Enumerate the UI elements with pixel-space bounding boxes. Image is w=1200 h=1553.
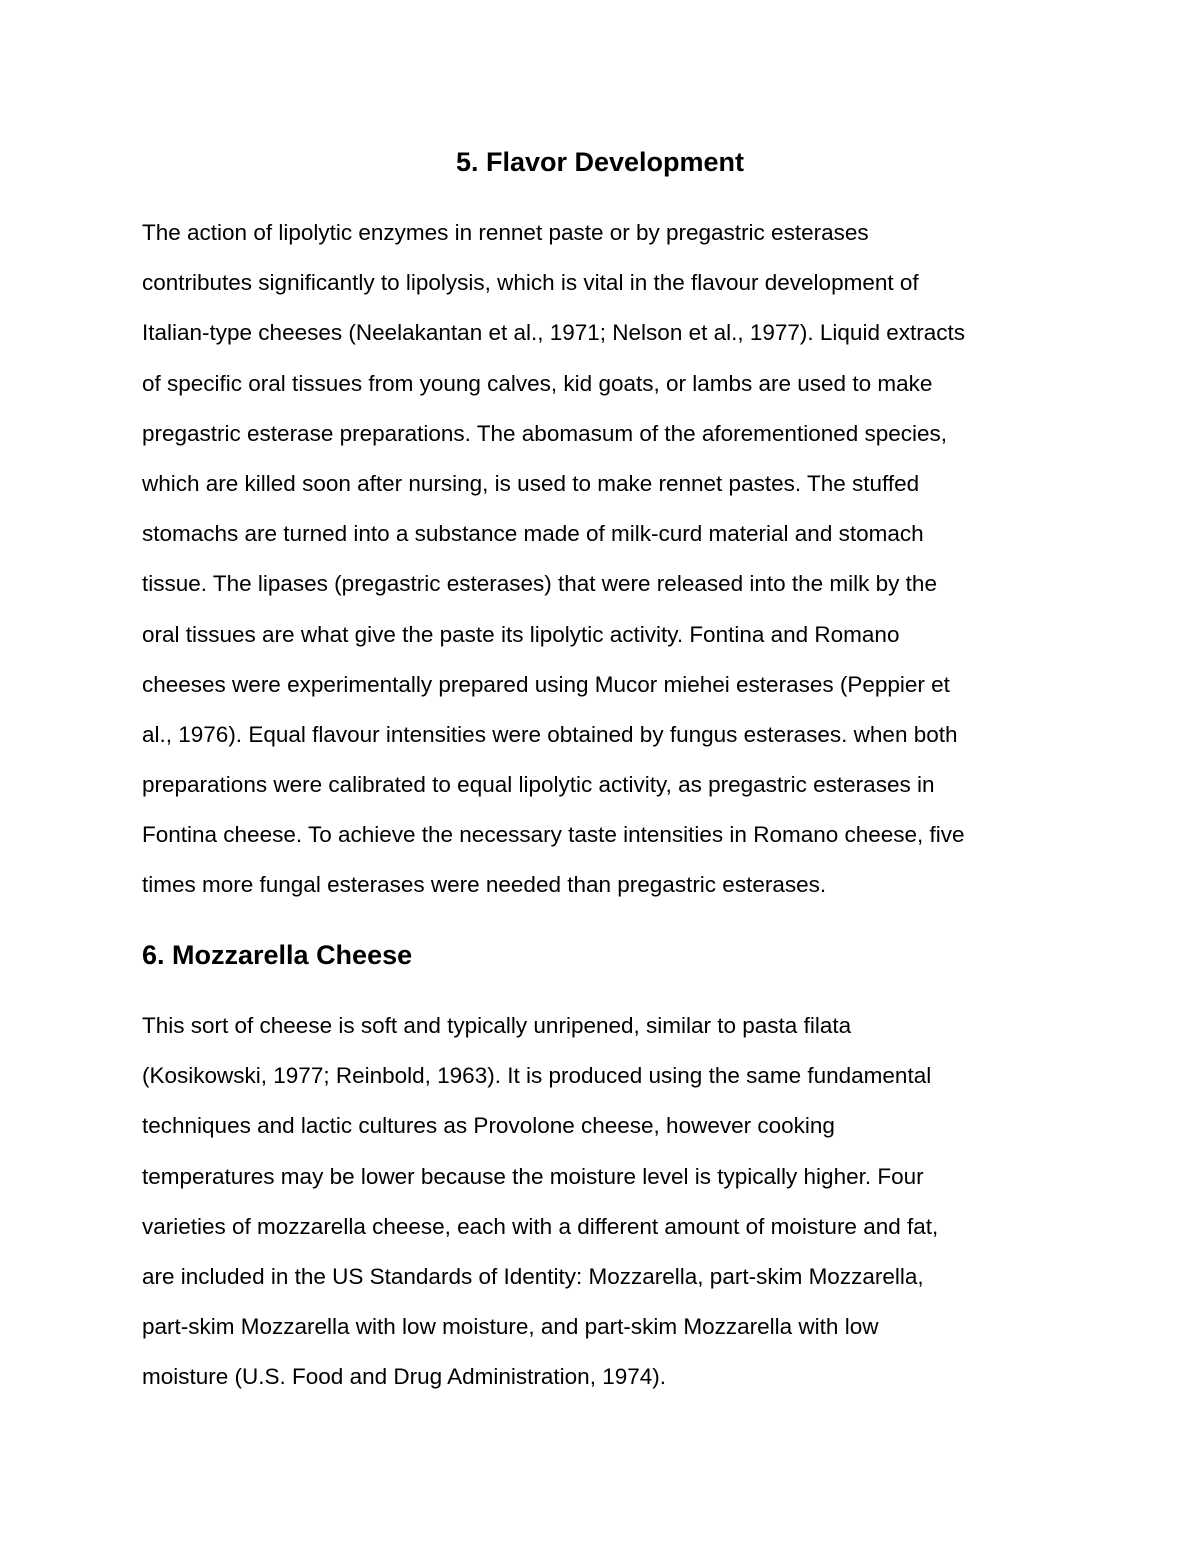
paragraph-line: al., 1976). Equal flavour intensities were obtained by fungus esterases. when both (142, 721, 958, 747)
paragraph-line: (Kosikowski, 1977; Reinbold, 1963). It is produced using the same fundamental (142, 1063, 932, 1089)
section-heading-mozzarella-cheese: 6. Mozzarella Cheese (142, 940, 413, 970)
section-heading-flavor-development: 5. Flavor Development (455, 147, 745, 177)
paragraph-line: cheeses were experimentally prepared using Mucor miehei esterases (Peppier et (142, 671, 950, 697)
paragraph-mozzarella-cheese (142, 1001, 1082, 1403)
paragraph-line: Italian-type cheeses (Neelakantan et al., 1971; Nelson et al., 1977). Liquid extracts (142, 320, 965, 346)
paragraph-line: contributes significantly to lipolysis, which is vital in the flavour development of (142, 270, 919, 296)
paragraph-line: of specific oral tissues from young calves, kid goats, or lambs are used to make (142, 370, 933, 396)
paragraph-line: which are killed soon after nursing, is used to make rennet pastes. The stuffed (142, 470, 920, 496)
paragraph-line: moisture (U.S. Food and Drug Administration, 1974). (142, 1364, 666, 1390)
paragraph-line: times more fungal esterases were needed than pregastric esterases. (142, 872, 827, 898)
paragraph-line: preparations were calibrated to equal lipolytic activity, as pregastric esterases in (142, 772, 935, 798)
paragraph-line: tissue. The lipases (pregastric esterases) that were released into the milk by the (142, 571, 937, 597)
paragraph-line: techniques and lactic cultures as Provolone cheese, however cooking (142, 1113, 835, 1139)
paragraph-line: This sort of cheese is soft and typically unripened, similar to pasta filata (142, 1013, 852, 1038)
paragraph-line: stomachs are turned into a substance made of milk-curd material and stomach (142, 521, 924, 547)
paragraph-line: oral tissues are what give the paste its lipolytic activity. Fontina and Romano (142, 621, 900, 647)
paragraph-line: are included in the US Standards of Identity: Mozzarella, part-skim Mozzarella, (142, 1263, 924, 1289)
paragraph-line: The action of lipolytic enzymes in rennet paste or by pregastric esterases (142, 220, 869, 245)
paragraph-flavor-development (142, 208, 1082, 911)
paragraph-line: part-skim Mozzarella with low moisture, and part-skim Mozzarella with low (142, 1314, 879, 1340)
paragraph-line: pregastric esterase preparations. The abomasum of the aforementioned species, (142, 420, 948, 446)
paragraph-line: varieties of mozzarella cheese, each with a different amount of moisture and fat, (142, 1213, 939, 1239)
paragraph-line: temperatures may be lower because the moisture level is typically higher. Four (142, 1163, 924, 1189)
paragraph-line: Fontina cheese. To achieve the necessary taste intensities in Romano cheese, five (142, 822, 965, 848)
